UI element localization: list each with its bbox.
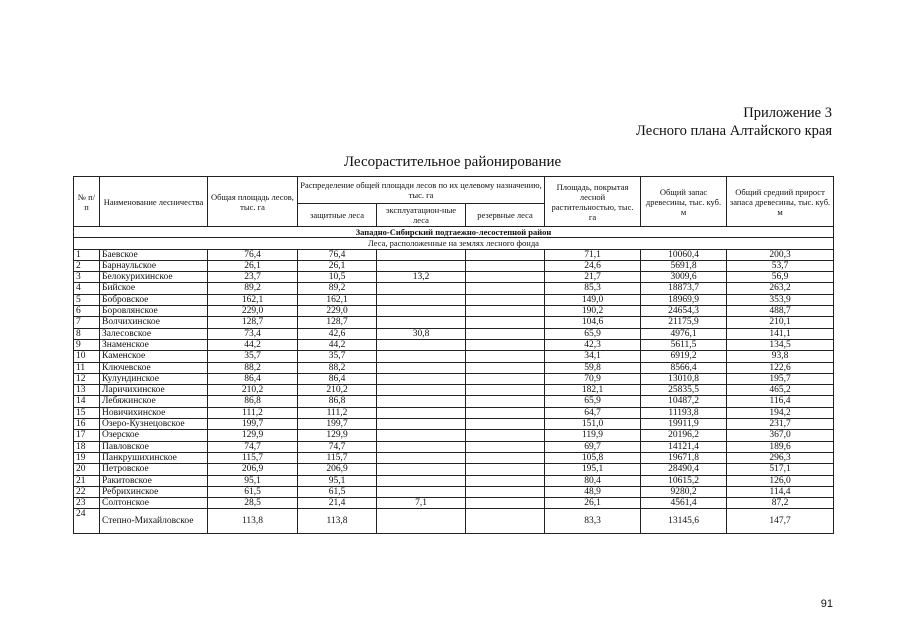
cell-num: 6	[74, 306, 100, 317]
cell-reserve	[466, 362, 545, 373]
cell-total-area: 23,7	[208, 272, 298, 283]
cell-total-area: 115,7	[208, 452, 298, 463]
table-row	[74, 373, 834, 384]
cell-num: 8	[74, 328, 100, 339]
cell-protective: 95,1	[298, 475, 377, 486]
header-total-area: Общая площадь лесов, тыс. га	[208, 177, 298, 227]
cell-covered-area: 182,1	[545, 385, 641, 396]
table-row	[74, 294, 834, 305]
cell-timber-stock: 5691,8	[641, 260, 727, 271]
table-row	[74, 362, 834, 373]
header-average-growth: Общий средний прирост запаса древесины, тыс. куб. м	[727, 177, 834, 227]
cell-protective: 229,0	[298, 306, 377, 317]
cell-num: 19	[74, 452, 100, 463]
cell-name: Барнаульское	[100, 260, 208, 271]
cell-covered-area: 104,6	[545, 317, 641, 328]
cell-protective: 88,2	[298, 362, 377, 373]
cell-num: 15	[74, 407, 100, 418]
cell-total-area: 95,1	[208, 475, 298, 486]
cell-covered-area: 64,7	[545, 407, 641, 418]
cell-reserve	[466, 317, 545, 328]
cell-average-growth: 263,2	[727, 283, 834, 294]
cell-timber-stock: 28490,4	[641, 464, 727, 475]
cell-average-growth: 231,7	[727, 419, 834, 430]
table-row	[74, 339, 834, 350]
cell-protective: 206,9	[298, 464, 377, 475]
cell-reserve	[466, 306, 545, 317]
cell-reserve	[466, 283, 545, 294]
cell-average-growth: 134,5	[727, 339, 834, 350]
cell-name: Кулундинское	[100, 373, 208, 384]
cell-timber-stock: 4561,4	[641, 498, 727, 509]
cell-average-growth: 126,0	[727, 475, 834, 486]
cell-protective: 129,9	[298, 430, 377, 441]
cell-total-area: 89,2	[208, 283, 298, 294]
cell-total-area: 44,2	[208, 339, 298, 350]
cell-average-growth: 93,8	[727, 351, 834, 362]
cell-exploitation	[377, 339, 466, 350]
cell-average-growth: 210,1	[727, 317, 834, 328]
cell-timber-stock: 13145,6	[641, 509, 727, 534]
header-num: № п/п	[74, 177, 100, 227]
cell-reserve	[466, 419, 545, 430]
cell-name: Ракитовское	[100, 475, 208, 486]
cell-total-area: 76,4	[208, 249, 298, 260]
cell-exploitation	[377, 430, 466, 441]
cell-name: Степно-Михайловское	[100, 509, 208, 534]
appendix-line-2: Лесного плана Алтайского края	[636, 123, 832, 139]
cell-protective: 89,2	[298, 283, 377, 294]
cell-average-growth: 114,4	[727, 486, 834, 497]
cell-covered-area: 83,3	[545, 509, 641, 534]
cell-covered-area: 85,3	[545, 283, 641, 294]
cell-total-area: 61,5	[208, 486, 298, 497]
cell-average-growth: 353,9	[727, 294, 834, 305]
cell-name: Озерское	[100, 430, 208, 441]
cell-total-area: 229,0	[208, 306, 298, 317]
cell-timber-stock: 10615,2	[641, 475, 727, 486]
cell-reserve	[466, 272, 545, 283]
cell-total-area: 28,5	[208, 498, 298, 509]
cell-protective: 111,2	[298, 407, 377, 418]
cell-reserve	[466, 486, 545, 497]
cell-average-growth: 517,1	[727, 464, 834, 475]
cell-average-growth: 147,7	[727, 509, 834, 534]
cell-protective: 199,7	[298, 419, 377, 430]
cell-num: 24	[74, 509, 100, 534]
header-timber-stock: Общий запас древесины, тыс. куб. м	[641, 177, 727, 227]
cell-num: 22	[74, 486, 100, 497]
cell-exploitation	[377, 452, 466, 463]
cell-total-area: 86,8	[208, 396, 298, 407]
cell-timber-stock: 14121,4	[641, 441, 727, 452]
cell-timber-stock: 25835,5	[641, 385, 727, 396]
header-reserve: резервные леса	[466, 204, 545, 227]
document-title: Лесорастительное районирование	[343, 154, 562, 170]
cell-num: 10	[74, 351, 100, 362]
cell-protective: 86,4	[298, 373, 377, 384]
cell-total-area: 86,4	[208, 373, 298, 384]
cell-exploitation	[377, 260, 466, 271]
cell-exploitation	[377, 475, 466, 486]
cell-name: Ключевское	[100, 362, 208, 373]
cell-covered-area: 190,2	[545, 306, 641, 317]
cell-timber-stock: 6919,2	[641, 351, 727, 362]
cell-reserve	[466, 328, 545, 339]
cell-exploitation	[377, 464, 466, 475]
cell-num: 21	[74, 475, 100, 486]
table-row	[74, 475, 834, 486]
cell-num: 16	[74, 419, 100, 430]
cell-total-area: 128,7	[208, 317, 298, 328]
cell-covered-area: 42,3	[545, 339, 641, 350]
forest-zoning-table	[73, 176, 834, 534]
cell-covered-area: 70,9	[545, 373, 641, 384]
cell-timber-stock: 19671,8	[641, 452, 727, 463]
cell-average-growth: 87,2	[727, 498, 834, 509]
appendix-note	[636, 104, 832, 140]
subsection-row: Леса, расположенные на землях лесного фонда	[74, 238, 834, 249]
cell-exploitation	[377, 396, 466, 407]
cell-num: 12	[74, 373, 100, 384]
cell-exploitation	[377, 407, 466, 418]
cell-name: Бобровское	[100, 294, 208, 305]
cell-protective: 10,5	[298, 272, 377, 283]
cell-reserve	[466, 260, 545, 271]
cell-timber-stock: 24654,3	[641, 306, 727, 317]
cell-total-area: 162,1	[208, 294, 298, 305]
cell-num: 5	[74, 294, 100, 305]
table-row	[74, 260, 834, 271]
cell-total-area: 206,9	[208, 464, 298, 475]
cell-average-growth: 194,2	[727, 407, 834, 418]
cell-reserve	[466, 464, 545, 475]
table-row	[74, 498, 834, 509]
cell-name: Лебяжинское	[100, 396, 208, 407]
cell-num: 2	[74, 260, 100, 271]
header-protective: защитные леса	[298, 204, 377, 227]
table-row	[74, 272, 834, 283]
cell-name: Павловское	[100, 441, 208, 452]
cell-covered-area: 34,1	[545, 351, 641, 362]
cell-reserve	[466, 498, 545, 509]
cell-covered-area: 105,8	[545, 452, 641, 463]
table-row	[74, 486, 834, 497]
cell-exploitation: 30,8	[377, 328, 466, 339]
cell-name: Боровлянское	[100, 306, 208, 317]
cell-reserve	[466, 452, 545, 463]
cell-average-growth: 488,7	[727, 306, 834, 317]
table-row	[74, 430, 834, 441]
cell-total-area: 210,2	[208, 385, 298, 396]
cell-covered-area: 59,8	[545, 362, 641, 373]
table-row	[74, 441, 834, 452]
header-covered-area: Площадь, покрытая лесной растительностью, тыс. га	[545, 177, 641, 227]
cell-covered-area: 65,9	[545, 396, 641, 407]
cell-timber-stock: 10060,4	[641, 249, 727, 260]
cell-num: 11	[74, 362, 100, 373]
cell-covered-area: 65,9	[545, 328, 641, 339]
cell-average-growth: 200,3	[727, 249, 834, 260]
cell-average-growth: 122,6	[727, 362, 834, 373]
cell-name: Солтонское	[100, 498, 208, 509]
table-row	[74, 464, 834, 475]
cell-name: Ларичихинское	[100, 385, 208, 396]
cell-average-growth: 189,6	[727, 441, 834, 452]
cell-exploitation	[377, 306, 466, 317]
cell-timber-stock: 19911,9	[641, 419, 727, 430]
cell-covered-area: 69,7	[545, 441, 641, 452]
cell-covered-area: 48,9	[545, 486, 641, 497]
cell-total-area: 111,2	[208, 407, 298, 418]
cell-average-growth: 465,2	[727, 385, 834, 396]
header-distribution: Распределение общей площади лесов по их целевому назначению, тыс. га	[298, 177, 545, 204]
cell-average-growth: 53,7	[727, 260, 834, 271]
cell-num: 4	[74, 283, 100, 294]
cell-timber-stock: 8566,4	[641, 362, 727, 373]
table-row	[74, 283, 834, 294]
cell-reserve	[466, 475, 545, 486]
cell-name: Баевское	[100, 249, 208, 260]
cell-reserve	[466, 249, 545, 260]
cell-timber-stock: 4976,1	[641, 328, 727, 339]
table-row	[74, 328, 834, 339]
table-row	[74, 407, 834, 418]
cell-num: 13	[74, 385, 100, 396]
table-row	[74, 509, 834, 534]
cell-name: Знаменское	[100, 339, 208, 350]
cell-timber-stock: 3009,6	[641, 272, 727, 283]
cell-average-growth: 56,9	[727, 272, 834, 283]
cell-total-area: 26,1	[208, 260, 298, 271]
table-row	[74, 306, 834, 317]
cell-num: 3	[74, 272, 100, 283]
cell-average-growth: 141,1	[727, 328, 834, 339]
cell-protective: 86,8	[298, 396, 377, 407]
cell-total-area: 129,9	[208, 430, 298, 441]
cell-covered-area: 21,7	[545, 272, 641, 283]
cell-protective: 162,1	[298, 294, 377, 305]
cell-timber-stock: 18873,7	[641, 283, 727, 294]
cell-protective: 61,5	[298, 486, 377, 497]
cell-exploitation	[377, 283, 466, 294]
cell-total-area: 73,4	[208, 328, 298, 339]
cell-reserve	[466, 339, 545, 350]
table-row	[74, 452, 834, 463]
cell-num: 18	[74, 441, 100, 452]
table-row	[74, 419, 834, 430]
cell-timber-stock: 5611,5	[641, 339, 727, 350]
cell-average-growth: 367,0	[727, 430, 834, 441]
cell-exploitation	[377, 441, 466, 452]
cell-exploitation	[377, 373, 466, 384]
cell-exploitation	[377, 419, 466, 430]
cell-num: 20	[74, 464, 100, 475]
cell-timber-stock: 18969,9	[641, 294, 727, 305]
cell-name: Панкрушихинское	[100, 452, 208, 463]
cell-reserve	[466, 407, 545, 418]
cell-protective: 115,7	[298, 452, 377, 463]
header-name: Наименование лесничества	[100, 177, 208, 227]
cell-exploitation	[377, 509, 466, 534]
cell-name: Озеро-Кузнецовское	[100, 419, 208, 430]
cell-num: 7	[74, 317, 100, 328]
cell-name: Каменское	[100, 351, 208, 362]
cell-covered-area: 151,0	[545, 419, 641, 430]
cell-name: Петровское	[100, 464, 208, 475]
cell-exploitation	[377, 385, 466, 396]
cell-covered-area: 26,1	[545, 498, 641, 509]
table-row	[74, 396, 834, 407]
cell-reserve	[466, 509, 545, 534]
cell-num: 9	[74, 339, 100, 350]
cell-timber-stock: 11193,8	[641, 407, 727, 418]
cell-exploitation	[377, 362, 466, 373]
table-body	[74, 227, 834, 534]
cell-covered-area: 71,1	[545, 249, 641, 260]
cell-reserve	[466, 385, 545, 396]
cell-reserve	[466, 396, 545, 407]
cell-average-growth: 195,7	[727, 373, 834, 384]
cell-exploitation: 7,1	[377, 498, 466, 509]
table-row	[74, 249, 834, 260]
appendix-line-1: Приложение 3	[743, 105, 832, 121]
cell-protective: 210,2	[298, 385, 377, 396]
cell-protective: 26,1	[298, 260, 377, 271]
table-row	[74, 385, 834, 396]
cell-exploitation	[377, 249, 466, 260]
cell-reserve	[466, 430, 545, 441]
cell-name: Бийское	[100, 283, 208, 294]
cell-num: 1	[74, 249, 100, 260]
cell-timber-stock: 9280,2	[641, 486, 727, 497]
cell-total-area: 74,7	[208, 441, 298, 452]
cell-reserve	[466, 441, 545, 452]
cell-protective: 128,7	[298, 317, 377, 328]
cell-exploitation	[377, 317, 466, 328]
cell-timber-stock: 20196,2	[641, 430, 727, 441]
cell-protective: 42,6	[298, 328, 377, 339]
section-row: Западно-Сибирский подтаежно-лесостепной район	[74, 227, 834, 238]
cell-num: 14	[74, 396, 100, 407]
cell-reserve	[466, 294, 545, 305]
cell-protective: 44,2	[298, 339, 377, 350]
cell-covered-area: 195,1	[545, 464, 641, 475]
cell-reserve	[466, 373, 545, 384]
table-row	[74, 351, 834, 362]
cell-timber-stock: 10487,2	[641, 396, 727, 407]
cell-name: Новичихинское	[100, 407, 208, 418]
cell-protective: 113,8	[298, 509, 377, 534]
cell-timber-stock: 21175,9	[641, 317, 727, 328]
cell-total-area: 88,2	[208, 362, 298, 373]
cell-total-area: 35,7	[208, 351, 298, 362]
cell-name: Залесовское	[100, 328, 208, 339]
cell-reserve	[466, 351, 545, 362]
table-row	[74, 317, 834, 328]
cell-covered-area: 149,0	[545, 294, 641, 305]
cell-name: Ребрихинское	[100, 486, 208, 497]
cell-protective: 76,4	[298, 249, 377, 260]
cell-protective: 74,7	[298, 441, 377, 452]
cell-protective: 35,7	[298, 351, 377, 362]
cell-exploitation	[377, 294, 466, 305]
page-number: 91	[820, 598, 833, 610]
cell-total-area: 199,7	[208, 419, 298, 430]
cell-name: Волчихинское	[100, 317, 208, 328]
cell-timber-stock: 13010,8	[641, 373, 727, 384]
cell-covered-area: 80,4	[545, 475, 641, 486]
cell-protective: 21,4	[298, 498, 377, 509]
cell-exploitation	[377, 351, 466, 362]
cell-exploitation	[377, 486, 466, 497]
cell-num: 17	[74, 430, 100, 441]
cell-total-area: 113,8	[208, 509, 298, 534]
cell-average-growth: 116,4	[727, 396, 834, 407]
cell-covered-area: 24,6	[545, 260, 641, 271]
cell-average-growth: 296,3	[727, 452, 834, 463]
cell-name: Белокурихинское	[100, 272, 208, 283]
cell-exploitation: 13,2	[377, 272, 466, 283]
header-exploitation: эксплуатацион-ные леса	[377, 204, 466, 227]
cell-covered-area: 119,9	[545, 430, 641, 441]
cell-num: 23	[74, 498, 100, 509]
